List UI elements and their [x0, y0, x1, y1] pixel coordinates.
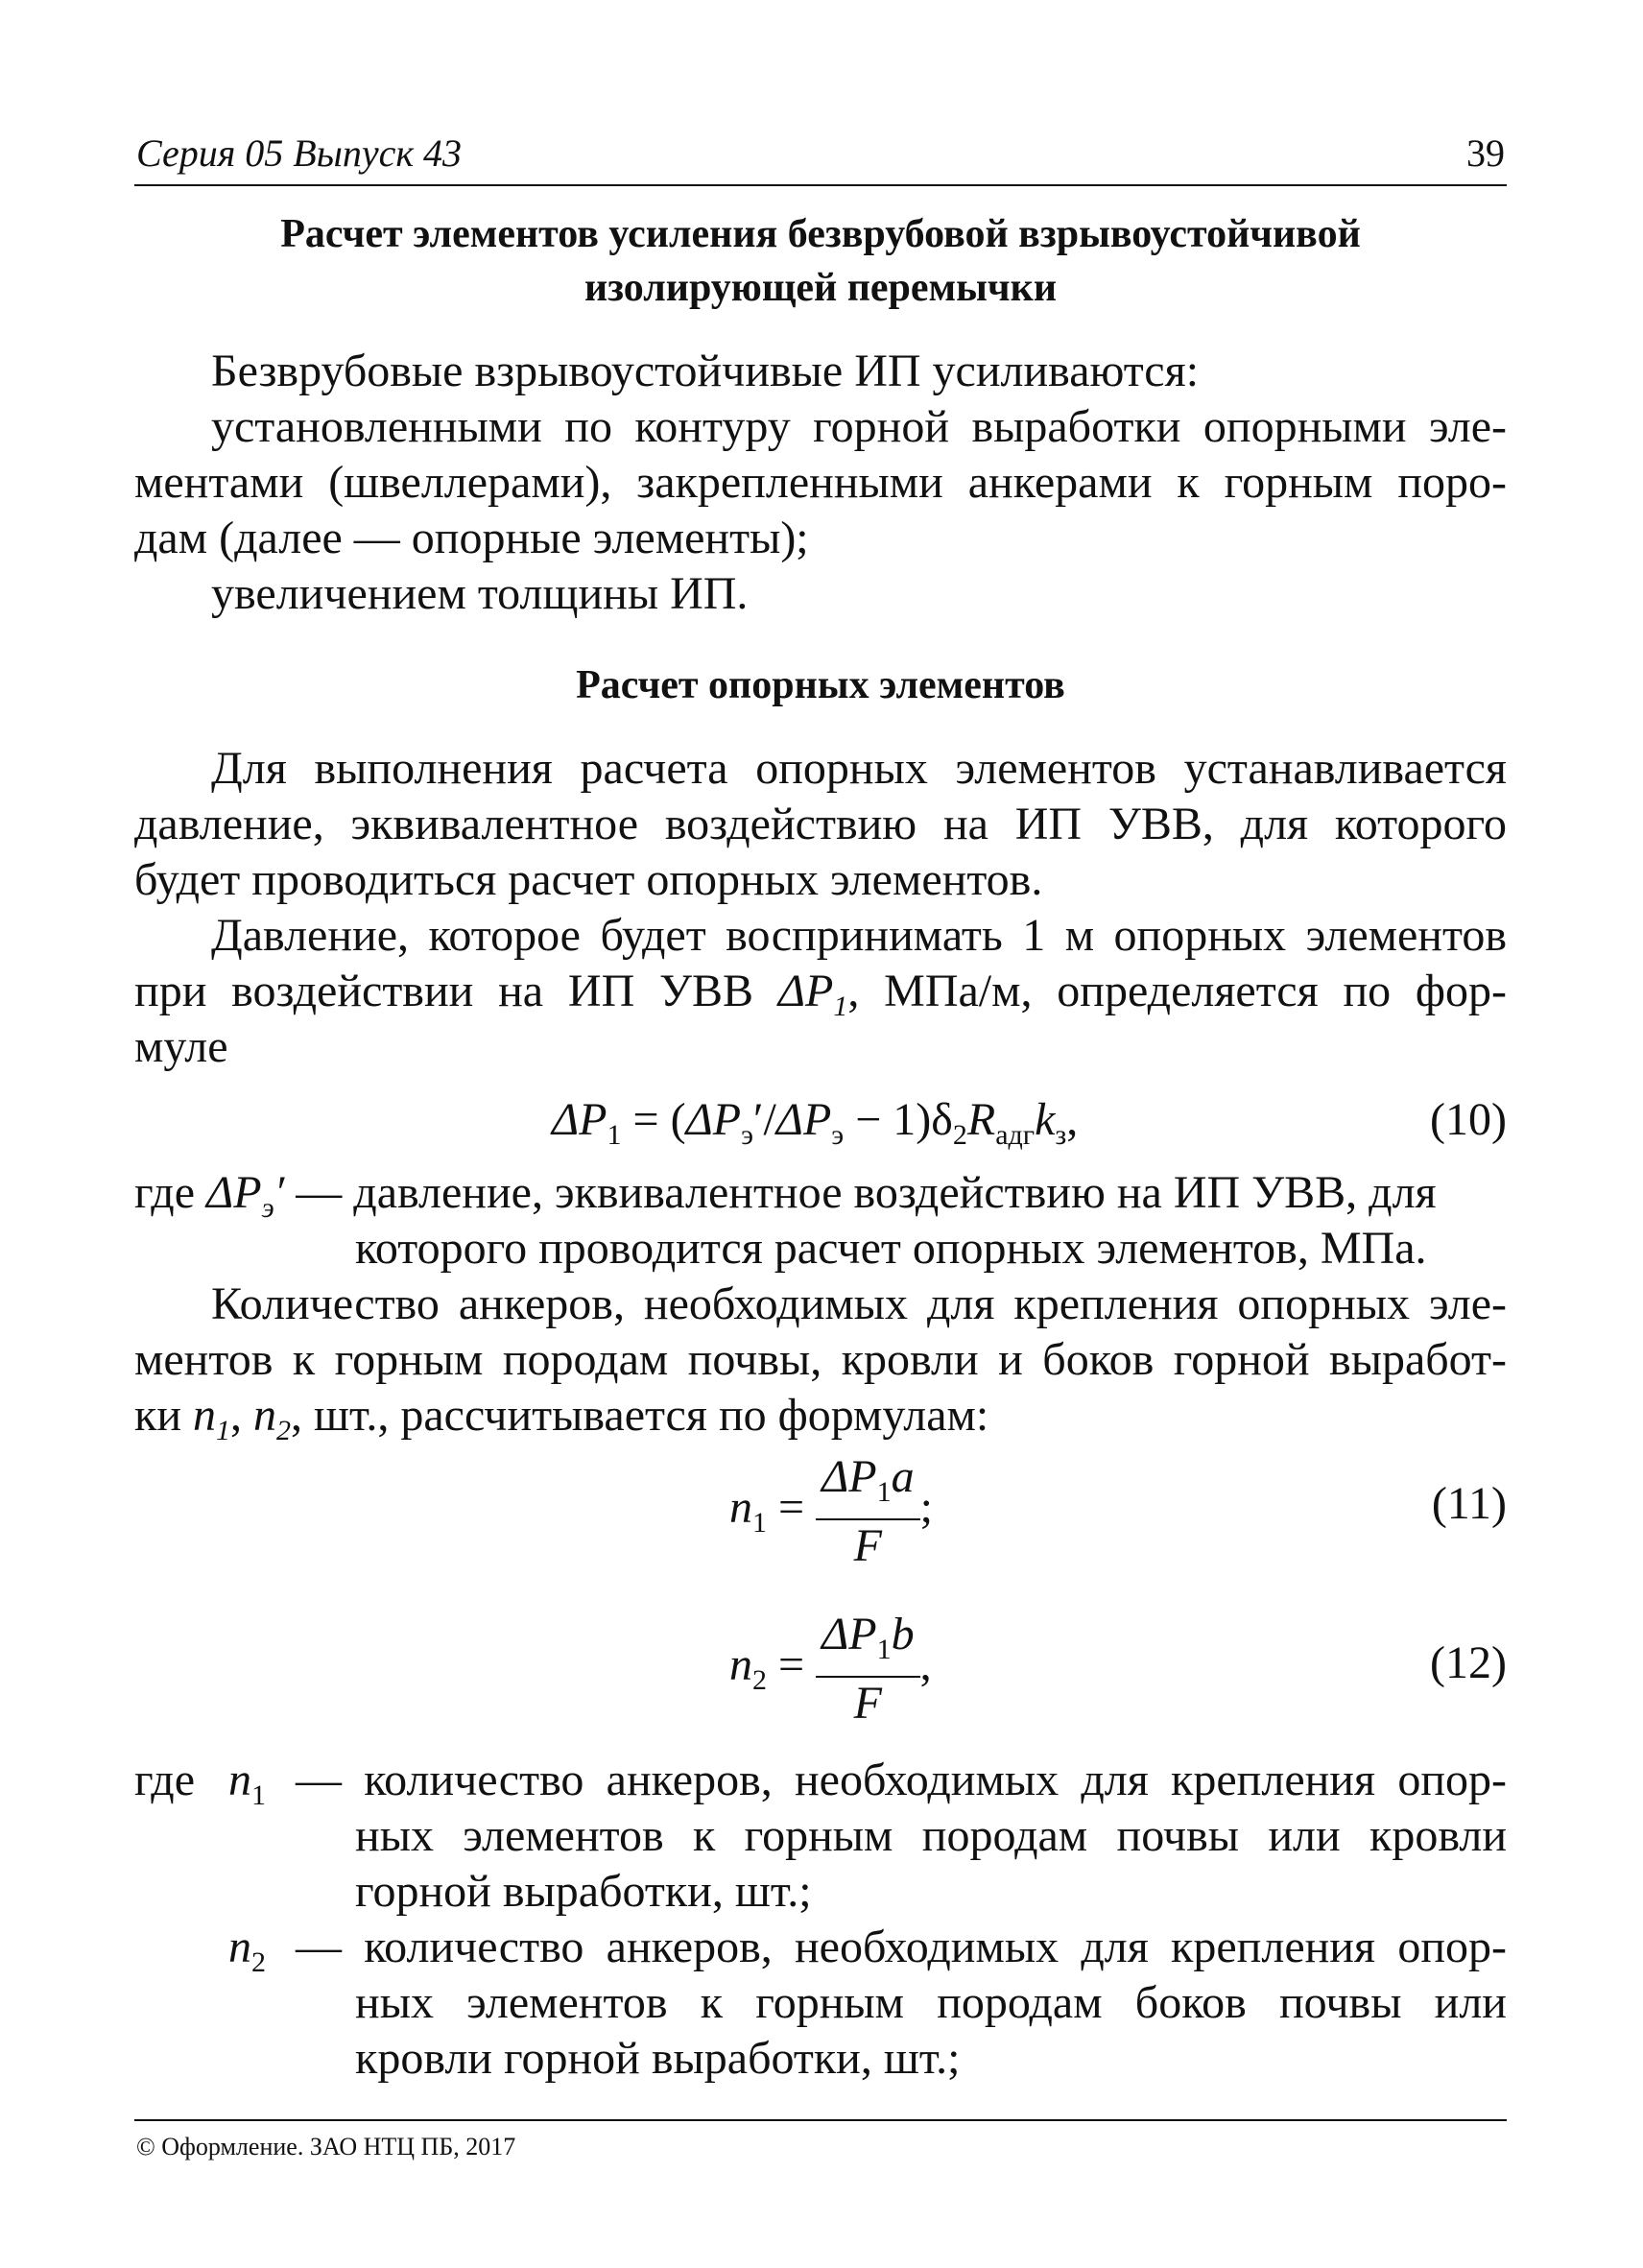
- delta-p-prime-symbol: $\Delta P_э'$: [206, 1167, 285, 1224]
- intro-item-1-line-2: ментами (швеллерами), закрепленными анкерами к горным поро-: [134, 457, 1507, 508]
- n1-symbol: $n_1$: [193, 1390, 231, 1446]
- definition-text: — давление, эквивалентное воздействию на ИП УВВ, для: [284, 1167, 1437, 1218]
- anchors-para-line-1: Количество анкеров, необходимых для крепления опорных эле-: [211, 1278, 1507, 1329]
- para-1-line-1: Для выполнения расчета опорных элементов устанавливается: [211, 743, 1507, 794]
- def-n1-line-1: — количество анкеров, необходимых для крепления опор-: [296, 1755, 1507, 1805]
- def-n1-symbol: $n_1$: [228, 1755, 266, 1811]
- equation-12-number: (12): [1430, 1637, 1507, 1688]
- intro-lead: Безврубовые взрывоустойчивые ИП усиливаются:: [211, 346, 1200, 396]
- series-label: Серия 05 Выпуск 43: [136, 131, 463, 175]
- anchors-line-3-pre: ки: [134, 1390, 194, 1441]
- n2-symbol: $n_2$: [253, 1390, 292, 1446]
- equation-10: $\Delta P_1 = (\Delta P_э'/\Delta P_э - 1)\delta_2R_{адг}k_з$,: [552, 1094, 1079, 1151]
- anchors-para-line-3: ки $n_1$, $n_2$, шт., рассчитывается по формулам:: [134, 1390, 989, 1446]
- def-n1-line-2: ных элементов к горным породам почвы или кровли: [355, 1810, 1507, 1861]
- equation-11-number: (11): [1431, 1478, 1507, 1529]
- definition-prefix: где: [134, 1167, 207, 1218]
- anchors-line-3-post: , шт., рассчитывается по формулам:: [291, 1390, 989, 1441]
- page-number: 39: [1466, 131, 1505, 175]
- intro-item-1-line-1: установленными по контуру горной выработки опорными эле-: [211, 401, 1507, 452]
- copyright-text: © Оформление. ЗАО НТЦ ПБ, 2017: [136, 2133, 516, 2161]
- para-1-line-3: будет проводиться расчет опорных элементов.: [134, 854, 1043, 905]
- para-2-line-3: муле: [134, 1021, 228, 1072]
- para-2-line-2-pre: при воздействии на ИП УВВ: [134, 966, 778, 1016]
- intro-item-2: увеличением толщины ИП.: [211, 568, 749, 619]
- def-n2-line-1: — количество анкеров, необходимых для крепления опор-: [296, 1922, 1507, 1972]
- equation-12: $n_2$ = $\frac{\Delta P_1b}{F}$ ,: [729, 1609, 932, 1729]
- para-2-line-1: Давление, которое будет воспринимать 1 м опорных элементов: [211, 910, 1507, 961]
- equation-10-number: (10): [1430, 1094, 1507, 1145]
- delta-p1-symbol: $\Delta P_1$: [777, 966, 848, 1022]
- definition-delta-p-prime-line-2: которого проводится расчет опорных элементов, МПа.: [355, 1223, 1427, 1274]
- where-label: где: [134, 1755, 196, 1805]
- def-n2-symbol: $n_2$: [228, 1922, 266, 1978]
- para-1-line-2: давление, эквивалентное воздействию на ИП УВВ, для которого: [134, 799, 1507, 849]
- section-title: [134, 207, 1507, 315]
- anchors-para-line-2: ментов к горным породам почвы, кровли и боков горной выработ-: [134, 1334, 1507, 1385]
- def-n2-line-2: ных элементов к горным породам боков почвы или: [355, 1977, 1507, 2028]
- intro-item-1-line-3: дам (далее — опорные элементы);: [134, 513, 809, 563]
- section-title-line-1: Расчет элементов усиления безврубовой взрывоустойчивой: [280, 212, 1361, 256]
- def-n2-line-3: кровли горной выработки, шт.;: [355, 2033, 961, 2084]
- para-2-line-2-post: , МПа/м, определяется по фор-: [847, 966, 1508, 1016]
- page-footer: [134, 2119, 1507, 2161]
- page-header: [134, 127, 1507, 186]
- section-title-line-2: изолирующей перемычки: [583, 266, 1058, 310]
- equation-11: $n_1$ = $\frac{\Delta P_1a}{F}$ ;: [729, 1451, 933, 1571]
- def-n1-line-3: горной выработки, шт.;: [355, 1866, 812, 1917]
- subsection-title: Расчет опорных элементов: [576, 663, 1065, 707]
